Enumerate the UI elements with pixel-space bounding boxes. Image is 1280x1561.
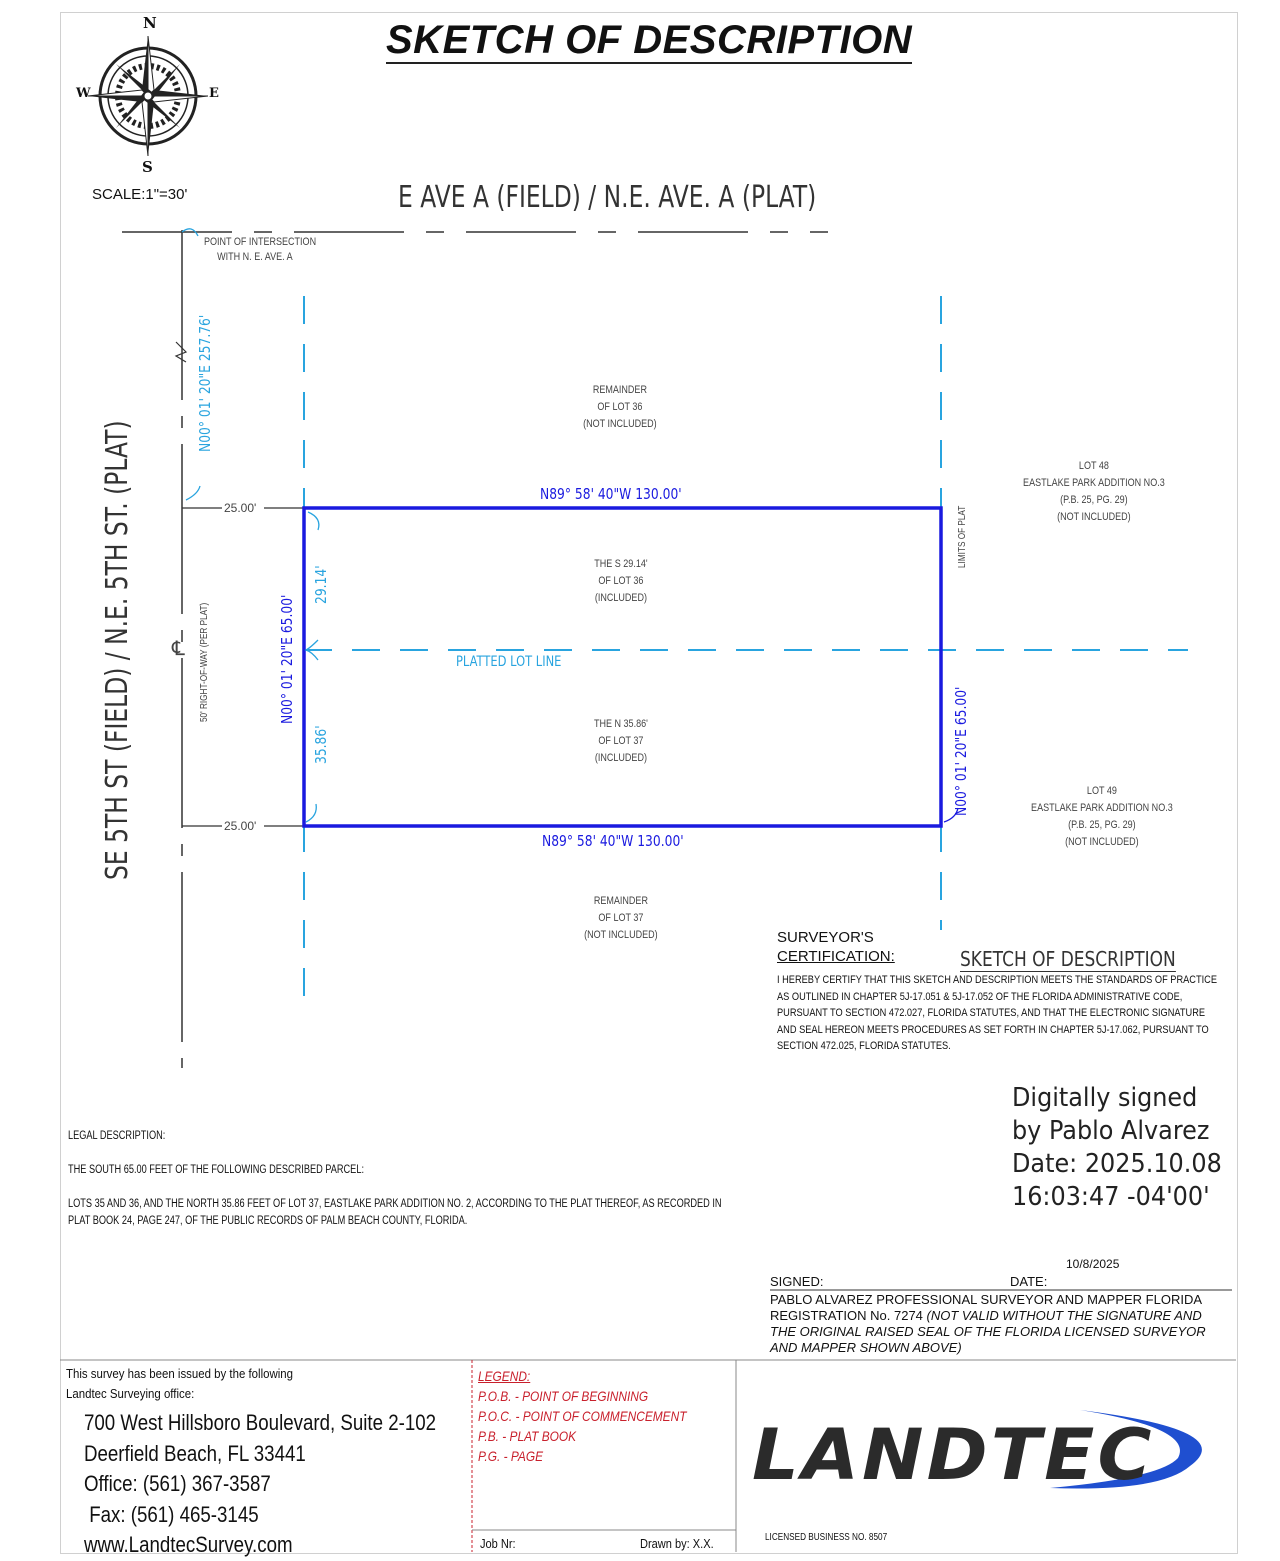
note-line: (NOT INCLUDED) — [584, 929, 658, 941]
note-line: (INCLUDED) — [594, 592, 647, 604]
poi-line-1: POINT OF INTERSECTION — [204, 236, 317, 248]
note-line: LOT 48 — [1078, 460, 1109, 472]
dim-upper-segment: 29.14' — [312, 565, 330, 604]
legend-item: P.O.B. - POINT OF BEGINNING — [478, 1388, 649, 1404]
drawn-by-label: Drawn by: X.X. — [640, 1536, 714, 1551]
dim-west-side: N00° 01' 20"E 65.00' — [278, 594, 296, 724]
note-line: (P.B. 25, PG. 29) — [1060, 494, 1128, 506]
landtec-logo: LANDTEC — [752, 1414, 1155, 1496]
office-intro-line: Landtec Surveying office: — [66, 1386, 195, 1401]
compass-w-label: W — [76, 86, 91, 101]
legal-heading: LEGAL DESCRIPTION: — [68, 1130, 166, 1142]
legend-heading: LEGEND: — [478, 1368, 531, 1384]
note-lot-48 — [1016, 458, 1172, 526]
digital-signature-line: by Pablo Alvarez — [1012, 1116, 1210, 1146]
offset-top: 25.00' — [224, 501, 257, 515]
note-line: REMAINDER — [593, 895, 648, 907]
signature-date-value: 10/8/2025 — [1066, 1257, 1120, 1271]
office-phone: Office: (561) 367-3587 — [84, 1471, 271, 1496]
platted-lot-line-label: PLATTED LOT LINE — [456, 654, 562, 670]
note-line: EASTLAKE PARK ADDITION NO.3 — [1023, 477, 1165, 489]
note-south-lot-36 — [584, 556, 658, 607]
dim-left-total: N00° 01' 20"E 257.76' — [196, 314, 214, 452]
surveyor-registration — [770, 1292, 1230, 1356]
note-lot-49 — [1024, 783, 1180, 851]
note-line: (NOT INCLUDED) — [583, 418, 657, 430]
office-website-link[interactable]: www.LandtecSurvey.com — [84, 1532, 293, 1557]
street-label-left: SE 5TH ST (FIELD) / N.E. 5TH ST. (PLAT) — [100, 420, 135, 880]
limits-of-plat-label: LIMITS OF PLAT — [957, 505, 968, 568]
note-north-lot-37 — [584, 716, 658, 767]
office-city: Deerfield Beach, FL 33441 — [84, 1440, 306, 1466]
right-of-way-note: 50' RIGHT-OF-WAY (PER PLAT) — [199, 602, 210, 722]
note-line: REMAINDER — [592, 384, 647, 396]
legal-line-2: LOTS 35 AND 36, AND THE NORTH 35.86 FEET OF LOT 37, EASTLAKE PARK ADDITION NO. 2, ACCORDING TO THE PLAT THEREOF, AS RECORDED IN PLAT BOOK 24, PAGE 247, OF THE PUBLIC RECORDS OF PALM BEACH COUNTY, FLORIDA. — [68, 1198, 722, 1227]
legend-item: P.G. - PAGE — [478, 1448, 544, 1464]
offset-bottom: 25.00' — [224, 819, 257, 833]
digital-signature — [1012, 1082, 1222, 1214]
certification-subtitle: SKETCH OF DESCRIPTION — [960, 947, 1176, 971]
office-address — [84, 1408, 436, 1561]
note-line: OF LOT 36 — [598, 575, 644, 587]
compass-s-label: S — [142, 158, 153, 176]
note-line: EASTLAKE PARK ADDITION NO.3 — [1031, 802, 1173, 814]
legal-line-1: THE SOUTH 65.00 FEET OF THE FOLLOWING DESCRIBED PARCEL: — [68, 1164, 364, 1176]
certification-heading-line: CERTIFICATION: — [777, 948, 895, 965]
legend-item: P.B. - PLAT BOOK — [478, 1428, 577, 1444]
certification-text: I HEREBY CERTIFY THAT THIS SKETCH AND DESCRIPTION MEETS THE STANDARDS OF PRACTICE AS OUTLINED IN CHAPTER 5J-17.051 & 5J-17.052 OF THE FLORIDA ADMINISTRATIVE CODE, PURSUANT TO SECTION 472.027, FLORIDA STATUTES, AND THAT THE ELECTRONIC SIGNATURE AND SEAL HEREON MEETS PROCEDURES AS SET FORTH IN CHAPTER 5J-17.062, PURSUANT TO SECTION 472.025, FLORIDA STATUTES. — [777, 974, 1218, 1052]
digital-signature-line: Digitally signed — [1012, 1083, 1198, 1113]
note-line: OF LOT 37 — [598, 735, 644, 747]
legend — [478, 1366, 686, 1466]
note-line: THE N 35.86' — [593, 718, 648, 730]
signed-label: SIGNED: — [770, 1274, 824, 1289]
note-line: OF LOT 36 — [597, 401, 643, 413]
dim-lower-segment: 35.86' — [312, 725, 330, 764]
dim-east-side: N00° 01' 20"E 65.00' — [952, 686, 970, 816]
note-remainder-lot-36 — [583, 382, 657, 433]
scale-label: SCALE:1"=30' — [92, 186, 188, 203]
page-title: SKETCH OF DESCRIPTION — [386, 18, 913, 62]
note-line: (NOT INCLUDED) — [1057, 511, 1131, 523]
office-street: 700 West Hillsboro Boulevard, Suite 2-102 — [84, 1410, 437, 1435]
digital-signature-line: Date: 2025.10.08 — [1012, 1149, 1222, 1179]
digital-signature-line: 16:03:47 -04'00' — [1012, 1182, 1210, 1212]
certification-heading — [777, 928, 895, 966]
legend-item: P.O.C. - POINT OF COMMENCEMENT — [478, 1408, 687, 1424]
office-intro-line: This survey has been issued by the following — [66, 1366, 294, 1381]
note-remainder-lot-37 — [584, 893, 658, 944]
registration-text: PABLO ALVAREZ PROFESSIONAL SURVEYOR AND MAPPER FLORIDA REGISTRATION No. 7274 — [770, 1292, 1202, 1323]
compass-e-label: E — [209, 86, 219, 101]
street-label-top: E AVE A (FIELD) / N.E. AVE. A (PLAT) — [398, 180, 817, 215]
dim-bottom-bearing: N89° 58' 40"W 130.00' — [542, 832, 684, 850]
note-line: OF LOT 37 — [598, 912, 644, 924]
dim-top-bearing: N89° 58' 40"W 130.00' — [540, 485, 682, 503]
registration-disclaimer: (NOT VALID WITHOUT THE SIGNATURE AND THE ORIGINAL RAISED SEAL OF THE FLORIDA LICENSED SURVEYOR AND MAPPER SHOWN ABOVE) — [770, 1308, 1206, 1355]
poi-note — [204, 235, 316, 265]
office-intro — [66, 1364, 293, 1404]
note-line: LOT 49 — [1086, 785, 1117, 797]
job-number-label: Job Nr: — [480, 1536, 516, 1551]
date-label: DATE: — [1010, 1274, 1048, 1289]
poi-line-2: WITH N. E. AVE. A — [217, 251, 293, 263]
office-fax: Fax: (561) 465-3145 — [84, 1501, 259, 1527]
note-line: (INCLUDED) — [594, 752, 647, 764]
note-line: (P.B. 25, PG. 29) — [1068, 819, 1136, 831]
compass-n-label: N — [143, 14, 157, 32]
certification-heading-line: SURVEYOR'S — [777, 929, 874, 946]
centerline-symbol-icon: ℄ — [172, 638, 185, 660]
licensed-business-number: LICENSED BUSINESS NO. 8507 — [765, 1532, 888, 1543]
note-line: (NOT INCLUDED) — [1065, 836, 1139, 848]
note-line: THE S 29.14' — [594, 558, 648, 570]
